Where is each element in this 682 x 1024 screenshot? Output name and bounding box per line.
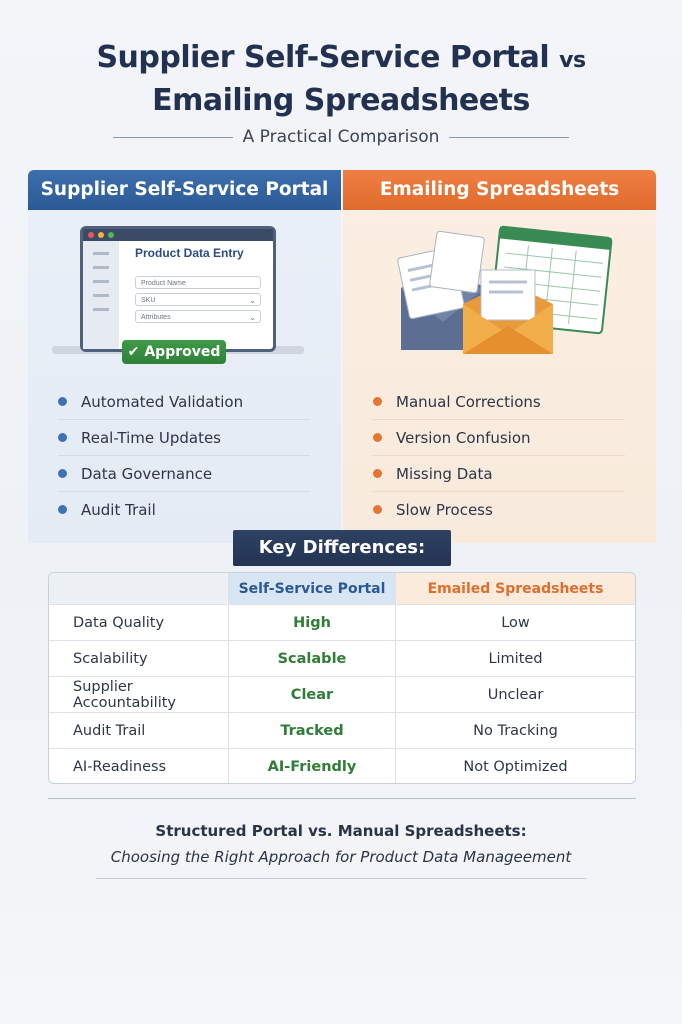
- footer-heading: Structured Portal vs. Manual Spreadsheets:: [155, 822, 527, 840]
- portal-value: Scalable: [229, 641, 396, 676]
- sku-field: SKU ⌄: [135, 293, 261, 306]
- close-dot-icon: [88, 232, 94, 238]
- subtitle-text: A Practical Comparison: [242, 127, 440, 147]
- title-line-2: Emailing Spreadsheets: [152, 83, 530, 118]
- bullet-icon: [58, 397, 67, 406]
- divider: [96, 878, 586, 879]
- spreadsheets-value: Unclear: [487, 686, 544, 703]
- spreadsheets-value: No Tracking: [473, 722, 558, 739]
- table-header-spreadsheets: Emailed Spreadsheets: [396, 573, 635, 604]
- list-item: Real-Time Updates: [58, 420, 310, 456]
- form-title: Product Data Entry: [135, 246, 244, 260]
- row-label: Supplier Accountability: [49, 677, 229, 712]
- browser-sidebar: [83, 241, 119, 349]
- list-item: Slow Process: [373, 492, 625, 527]
- portal-value: High: [229, 605, 396, 640]
- checkmark-icon: ✔: [127, 344, 140, 360]
- maximize-dot-icon: [108, 232, 114, 238]
- spreadsheets-value: Low: [501, 614, 530, 631]
- bullet-icon: [373, 505, 382, 514]
- spreadsheets-panel: [343, 170, 656, 543]
- portal-value: AI-Friendly: [229, 749, 396, 784]
- title-vs: vs: [559, 48, 586, 73]
- list-item: Audit Trail: [58, 492, 310, 527]
- spreadsheets-value: Limited: [488, 650, 543, 667]
- subtitle-rule-right: [449, 137, 569, 138]
- portal-benefits-list: [58, 384, 310, 527]
- row-label: AI-Readiness: [49, 749, 229, 784]
- table-row: [49, 641, 635, 677]
- list-item: Version Confusion: [373, 420, 625, 456]
- table-header-row: [49, 573, 635, 605]
- table-header-cell: [49, 573, 229, 604]
- table-row: [49, 749, 635, 784]
- list-item: Missing Data: [373, 456, 625, 492]
- email-spreadsheet-illustration: [343, 222, 656, 362]
- table-header-portal: Self-Service Portal: [229, 573, 396, 604]
- bullet-icon: [58, 433, 67, 442]
- list-item: Data Governance: [58, 456, 310, 492]
- footer-subheading: Choosing the Right Approach for Product Data Manageement: [110, 848, 572, 866]
- portal-value: Tracked: [229, 713, 396, 748]
- subtitle: [0, 126, 682, 148]
- portal-panel-header: Supplier Self-Service Portal: [28, 170, 341, 210]
- bullet-icon: [373, 397, 382, 406]
- portal-panel: [28, 170, 341, 543]
- row-label: Scalability: [49, 641, 229, 676]
- title-line-1: Supplier Self-Service Portal vs: [96, 40, 586, 75]
- table-row: [49, 713, 635, 749]
- table-row: [49, 677, 635, 713]
- spreadsheet-drawbacks-list: [373, 384, 625, 527]
- product-name-field: Product Name: [135, 276, 261, 289]
- divider: [48, 798, 636, 799]
- attributes-field: Attributes ⌄: [135, 310, 261, 323]
- spreadsheets-value: Not Optimized: [463, 758, 568, 775]
- bullet-icon: [373, 469, 382, 478]
- chevron-down-icon: ⌄: [249, 313, 256, 322]
- table-row: [49, 605, 635, 641]
- minimize-dot-icon: [98, 232, 104, 238]
- approved-badge: ✔ Approved: [122, 340, 226, 364]
- subtitle-rule-left: [113, 137, 233, 138]
- browser-titlebar: [83, 229, 273, 241]
- page-title: [0, 38, 682, 121]
- list-item: Manual Corrections: [373, 384, 625, 420]
- chevron-down-icon: ⌄: [249, 296, 256, 305]
- portal-value: Clear: [229, 677, 396, 712]
- row-label: Data Quality: [49, 605, 229, 640]
- comparison-table: [48, 572, 636, 784]
- list-item: Automated Validation: [58, 384, 310, 420]
- bullet-icon: [58, 505, 67, 514]
- spreadsheets-panel-header: Emailing Spreadsheets: [343, 170, 656, 210]
- bullet-icon: [373, 433, 382, 442]
- browser-window-illustration: [80, 226, 276, 352]
- bullet-icon: [58, 469, 67, 478]
- row-label: Audit Trail: [49, 713, 229, 748]
- key-differences-title: Key Differences:: [233, 530, 451, 566]
